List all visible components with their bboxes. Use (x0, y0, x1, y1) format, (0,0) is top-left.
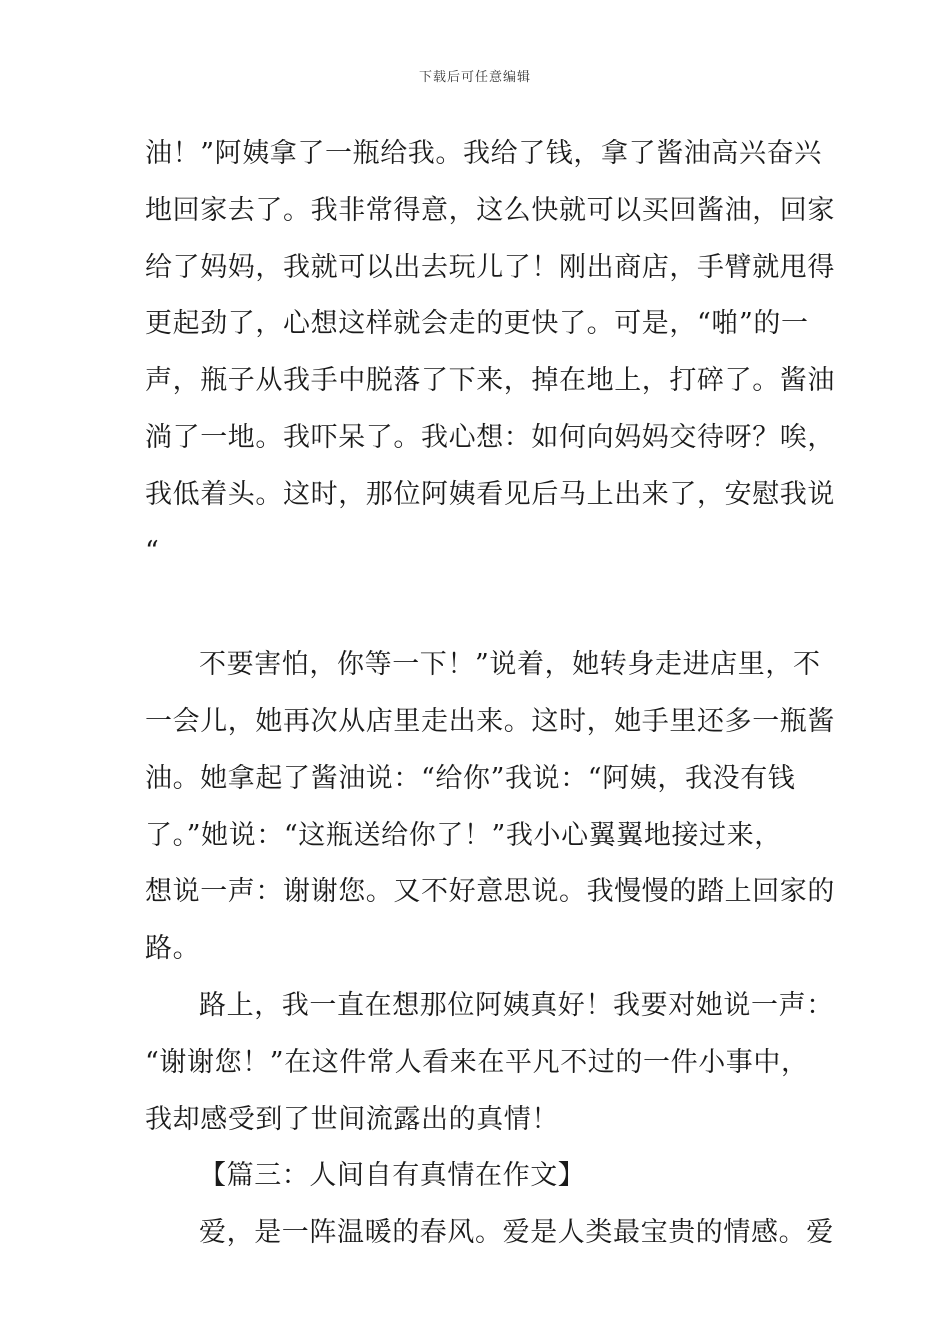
text-line: “谢谢您！”在这件常人看来在平凡不过的一件小事中， (145, 1046, 809, 1078)
text-line: 了。”她说：“这瓶送给你了！”我小心翼翼地接过来， (145, 819, 782, 851)
document-body (145, 126, 835, 1262)
text-line: 更起劲了，心想这样就会走的更快了。可是，“啪”的一 (145, 308, 809, 340)
text-line: 我低着头。这时，那位阿姨看见后马上出来了，安慰我说 (145, 478, 835, 510)
text-line: 一会儿，她再次从店里走出来。这时，她手里还多一瓶酱 (145, 705, 835, 737)
paragraph-start: 爱，是一阵温暖的春风。爱是人类最宝贵的情感。爱 (199, 1217, 834, 1249)
text-line: 油！”阿姨拿了一瓶给我。我给了钱，拿了酱油高兴奋兴 (145, 138, 822, 169)
text-line: 淌了一地。我吓呆了。我心想：如何向妈妈交待呀？唉， (145, 421, 835, 453)
text-line: 想说一声：谢谢您。又不好意思说。我慢慢的踏上回家的 (145, 876, 835, 908)
paragraph-start: 路上，我一直在想那位阿姨真好！我要对她说一声： (199, 989, 834, 1021)
text-line: 路。 (145, 933, 201, 965)
section-heading: 【篇三：人间自有真情在作文】 (199, 1160, 586, 1192)
page-header: 下载后可任意编辑 (418, 70, 531, 85)
text-line: 油。她拿起了酱油说：“给你”我说：“阿姨，我没有钱 (145, 762, 796, 794)
text-line: 声，瓶子从我手中脱落了下来，掉在地上，打碎了。酱油 (145, 365, 835, 397)
text-line: “ (145, 535, 160, 567)
text-line: 地回家去了。我非常得意，这么快就可以买回酱油，回家 (145, 194, 835, 226)
paragraph-start: 不要害怕，你等一下！”说着，她转身走进店里，不 (199, 649, 821, 681)
text-line: 我却感受到了世间流露出的真情！ (145, 1103, 559, 1135)
paragraph-gap (145, 580, 807, 637)
text-line: 给了妈妈，我就可以出去玩儿了！刚出商店，手臂就甩得 (145, 251, 835, 283)
